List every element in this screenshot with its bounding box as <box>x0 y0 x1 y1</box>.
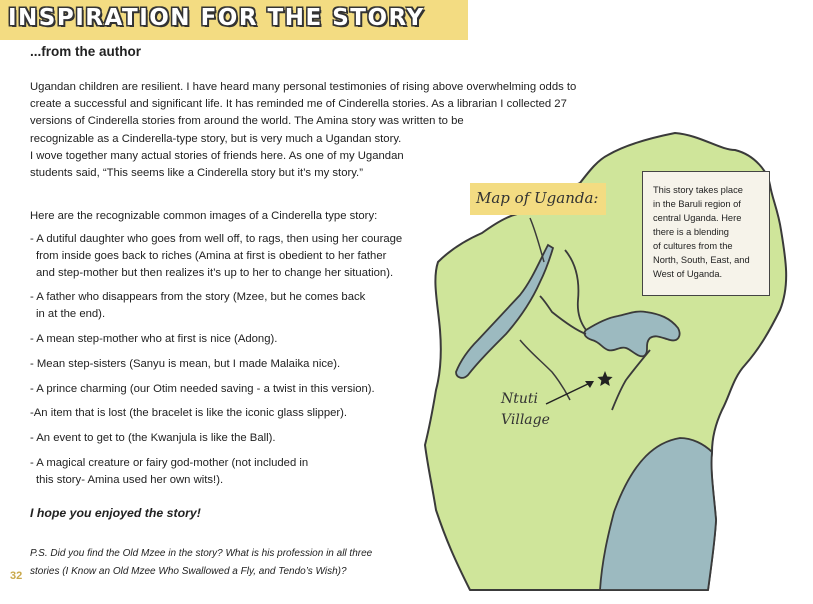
map-note-line: central Uganda. Here <box>653 213 742 223</box>
closing-line: I hope you enjoyed the story! <box>30 506 201 520</box>
paragraph-line: students said, “This seems like a Cinderella story but it’s my story.” <box>30 167 363 180</box>
list-item-line: -An item that is lost (the bracelet is like the iconic glass slipper). <box>30 407 348 420</box>
page-title: INSPIRATION FOR THE STORY <box>8 5 425 31</box>
village-label-line: Ntuti <box>501 391 538 407</box>
list-item-line: from inside goes back to riches (Amina at first is obedient to her father <box>36 249 387 262</box>
list-item-line: - Mean step-sisters (Sanyu is mean, but I made Malaika nice). <box>30 357 341 370</box>
paragraph-line: versions of Cinderella stories from around the world. The Amina story was written to be <box>30 115 464 128</box>
map-note-line: of cultures from the <box>653 241 733 251</box>
map-note-line: in the Baruli region of <box>653 199 741 209</box>
village-label-line: Village <box>501 412 550 428</box>
village-label <box>501 389 550 431</box>
paragraph-line: Ugandan children are resilient. I have heard many personal testimonies of rising above overwhelming odds to <box>30 81 577 93</box>
map-note-box <box>642 171 770 296</box>
paragraph-line: create a successful and significant life. It has reminded me of Cinderella stories. As a librarian I collected 27 <box>30 98 567 111</box>
paragraph-line: I wove together many actual stories of friends here. As one of my Ugandan <box>30 149 404 162</box>
postscript-line: P.S. Did you find the Old Mzee in the story? What is his profession in all three <box>30 548 373 559</box>
map-note-line: North, South, East, and <box>653 255 750 265</box>
list-item-line: this story- Amina used her own wits!). <box>36 473 224 486</box>
list-item-line: in at the end). <box>36 308 106 321</box>
list-item-line: and step-mother but then realizes it’s up to her to change her situation). <box>36 266 394 279</box>
list-item-line: - An event to get to (the Kwanjula is like the Ball). <box>30 432 276 445</box>
list-item-line: - A father who disappears from the story (Mzee, but he comes back <box>30 291 366 304</box>
map-note-line: West of Uganda. <box>653 269 723 279</box>
list-intro: Here are the recognizable common images of a Cinderella type story: <box>30 210 378 222</box>
postscript-line: stories (I Know an Old Mzee Who Swallowed a Fly, and Tendo’s Wish)? <box>30 565 347 577</box>
map-note-line: there is a blending <box>653 227 729 237</box>
page-number: 32 <box>10 570 23 582</box>
list-item-line: - A mean step-mother who at first is nice (Adong). <box>30 332 278 345</box>
subtitle: ...from the author <box>30 44 141 59</box>
list-item-line: - A prince charming (our Otim needed saving - a twist in this version). <box>30 382 375 395</box>
map-note-line: This story takes place <box>653 185 743 195</box>
paragraph-line: recognizable as a Cinderella-type story, but is very much a Ugandan story. <box>30 132 402 145</box>
map-title: Map of Uganda: <box>476 189 599 207</box>
map-title-banner <box>470 183 606 215</box>
list-item-line: - A magical creature or fairy god-mother (not included in <box>30 456 309 469</box>
list-item-line: - A dutiful daughter who goes from well off, to rags, then using her courage <box>30 233 403 245</box>
